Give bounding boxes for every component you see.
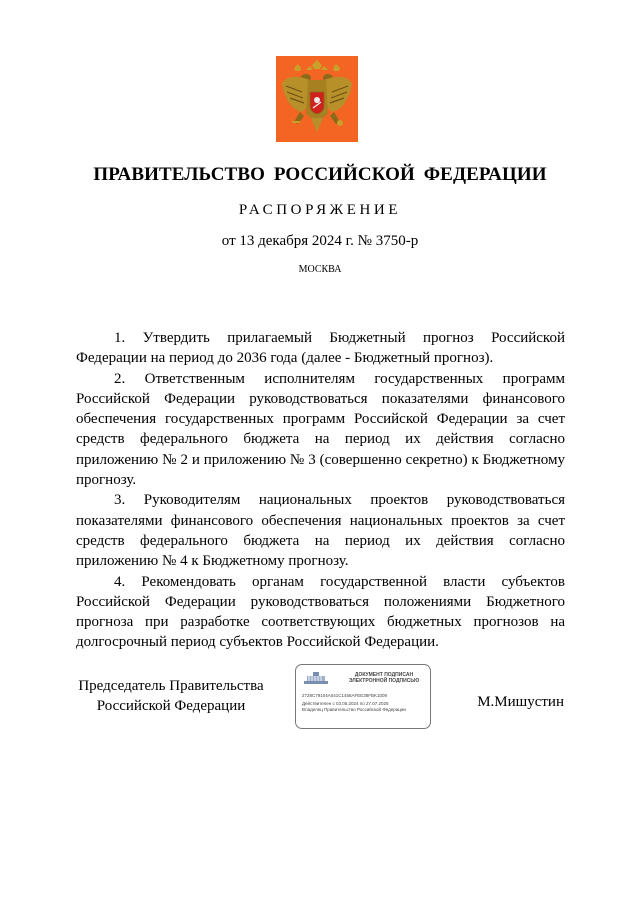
signatory-position (76, 676, 266, 716)
stamp-header (340, 672, 428, 684)
government-title: ПРАВИТЕЛЬСТВО РОССИЙСКОЙ ФЕДЕРАЦИИ (93, 164, 547, 185)
signatory-name: М.Мишустин (477, 694, 564, 710)
signatory-position-line1: Председатель Правительства (78, 678, 264, 694)
stamp-certificate: 2728C79104A041C1458AFEE38FBK1009 (302, 693, 388, 698)
coat-of-arms-icon (276, 56, 358, 142)
document-date-number: от 13 декабря 2024 г. № 3750-р (221, 233, 419, 249)
document-body (76, 328, 565, 653)
document-type: РАСПОРЯЖЕНИЕ (238, 202, 402, 218)
paragraph-2: 2. Ответственным исполнителям государственных программ Российской Федерации руководствоваться показателями финансового обеспечения государственных программ Российской Федерации за счет средств федерального бюджета на период их действия согласно приложению № 2 и приложению № 3 (совершенно секретно) к Бюджетному прогнозу. (76, 370, 565, 489)
stamp-validity: Действителен с 03.05.2024 по 27.07.2025 (302, 701, 389, 706)
paragraph-4: 4. Рекомендовать органам государственной власти субъектов Российской Федерации руководствоваться положениями Бюджетного прогноза при разработке соответствующих бюджетных прогнозов на долгосрочный период субъектов Российской Федерации. (76, 573, 565, 651)
government-building-icon (303, 671, 329, 685)
signatory-position-line2: Российской Федерации (96, 698, 246, 714)
document-city: МОСКВА (298, 264, 342, 275)
stamp-owner: Владелец Правительство Российской Федерации (302, 707, 406, 712)
stamp-header-line2: ЭЛЕКТРОННОЙ ПОДПИСЬЮ (348, 678, 420, 684)
stamp-header-line1: ДОКУМЕНТ ПОДПИСАН (354, 672, 414, 678)
paragraph-1: 1. Утвердить прилагаемый Бюджетный прогноз Российской Федерации на период до 2036 года (далее - Бюджетный прогноз). (76, 330, 565, 367)
paragraph-3: 3. Руководителям национальных проектов руководствоваться показателями финансового обеспечения национальных проектов за счет средств федерального бюджета на период их действия согласно приложению № 4 к Бюджетному прогнозу. (76, 492, 565, 570)
electronic-signature-stamp (295, 664, 431, 729)
